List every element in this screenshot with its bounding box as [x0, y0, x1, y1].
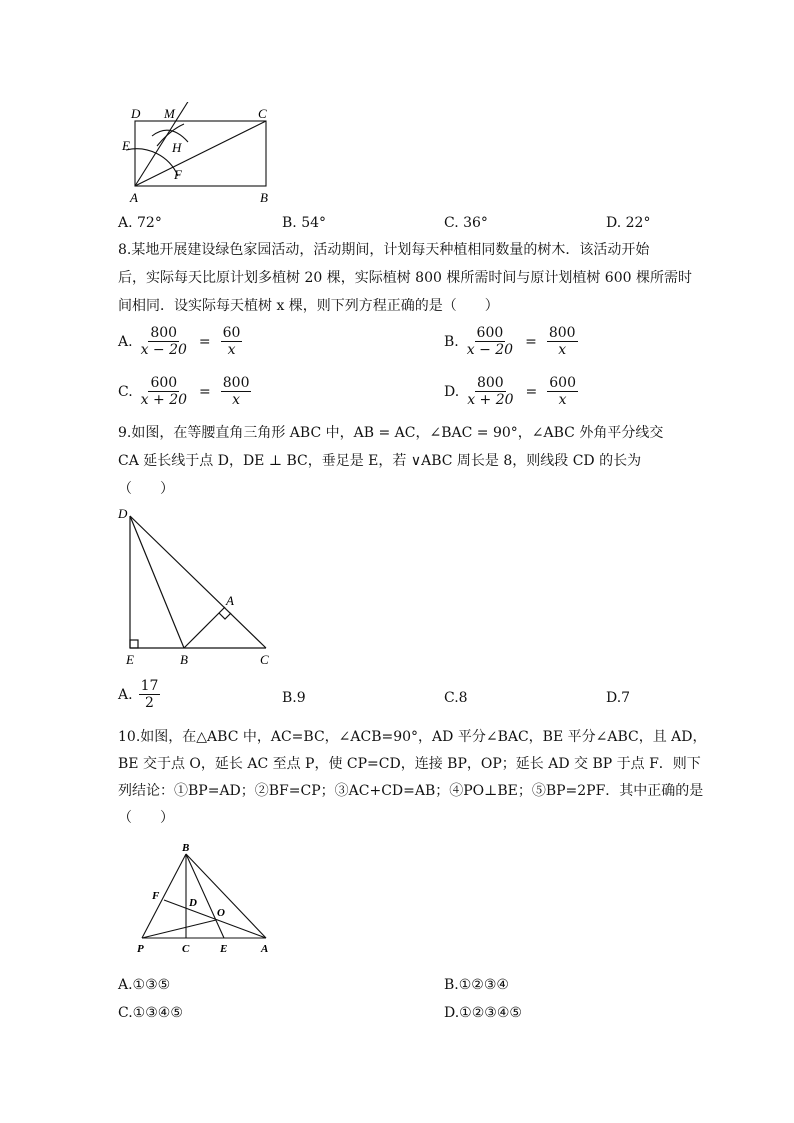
fraction [221, 325, 243, 358]
q7-option-a: A. 72° [118, 215, 162, 231]
q7-figure [112, 102, 282, 206]
denominator: x [232, 392, 241, 408]
denominator: x − 20 [140, 342, 187, 358]
label-E: E [122, 138, 130, 153]
q10-figure [132, 838, 278, 960]
label-A: A [130, 190, 138, 205]
label-O: O [217, 907, 225, 919]
fraction [139, 325, 189, 358]
label-E: E [220, 943, 228, 955]
label-P: P [137, 943, 144, 955]
q10-option-a: A.①③⑤ [118, 977, 171, 993]
fraction [139, 678, 161, 711]
q9-option-d: D.7 [606, 690, 631, 706]
q8-option-d: D. $\frac{800}{x + 20}$ = $\frac{600}{x}$ [444, 375, 576, 408]
label-A: A [261, 943, 269, 955]
label-F: F [174, 167, 182, 182]
label-C: C [258, 106, 267, 121]
fraction [221, 375, 252, 408]
label-B: B [182, 842, 190, 854]
q7-option-d: D. 22° [606, 215, 651, 231]
q10-option-d: D.①②③④⑤ [444, 1005, 522, 1021]
numerator: 800 [476, 375, 504, 391]
q9-option-a [118, 678, 160, 711]
numerator: 600 [150, 375, 178, 391]
label-D: D [131, 106, 141, 121]
label-E: E [126, 652, 134, 667]
q9-figure [112, 502, 282, 670]
denominator: x [558, 342, 567, 358]
q9-line-2: CA 延长线于点 D，DE ⊥ BC，垂足是 E，若 ∨ABC 周长是 8，则线段 CD 的长为 [118, 453, 642, 469]
label-A: A [226, 593, 234, 608]
q8-option-letter: B. [444, 333, 459, 350]
denominator: x − 20 [466, 342, 514, 358]
q9-option-b: B.9 [282, 690, 306, 706]
label-M: M [164, 106, 175, 121]
q10-line-2: BE 交于点 O，延长 AC 至点 P，使 CP=CD，连接 BP，OP；延长 AD 交 BP 于点 F．则下 [118, 756, 701, 772]
fraction [465, 325, 515, 358]
q10-option-b: B.①②③④ [444, 977, 509, 993]
denominator: x + 20 [467, 392, 514, 408]
q9-option-letter: A. [118, 686, 133, 703]
numerator: 800 [222, 375, 250, 391]
q8-option-letter: D. [444, 383, 460, 400]
fraction [465, 375, 515, 408]
label-C: C [260, 652, 269, 667]
numerator: 600 [549, 375, 576, 391]
q8-option-a: A. $\frac{800}{x - 20}$ = $\frac{60}{x}$ [118, 325, 241, 358]
numerator: 800 [150, 325, 178, 341]
q9-line-3: （ ） [118, 481, 174, 497]
fraction [547, 375, 578, 408]
q10-line-3: 列结论：①BP=AD；②BF=CP；③AC+CD=AB；④PO⊥BE；⑤BP=2PF．其中正确的是 [118, 783, 704, 799]
fraction [139, 375, 189, 408]
q8-option-letter: A. [118, 333, 133, 350]
q8-line-1: 8.某地开展建设绿色家园活动，活动期间，计划每天种植相同数量的树木．该活动开始 [118, 242, 650, 258]
q8-option-letter: C. [118, 383, 133, 400]
q9-option-c: C.8 [444, 690, 468, 706]
q8-line-3: 间相同．设实际每天植树 x 棵，则下列方程正确的是（ ） [118, 298, 499, 314]
numerator: 17 [140, 678, 159, 694]
q10-line-1: 10.如图，在△ABC 中，AC=BC，∠ACB=90°，AD 平分∠BAC，BE 平分∠ABC，且 AD， [118, 729, 707, 745]
label-B: B [180, 652, 188, 667]
denominator: x [227, 342, 236, 358]
label-D: D [118, 506, 128, 521]
q7-option-b: B. 54° [282, 215, 327, 231]
q9-line-1: 9.如图，在等腰直角三角形 ABC 中，AB = AC，∠BAC = 90°，∠ABC 外角平分线交 [118, 425, 664, 441]
numerator: 60 [222, 325, 241, 341]
q8-option-c: C. $\frac{600}{x + 20}$ = $\frac{800}{x}$ [118, 375, 250, 408]
fraction [547, 325, 578, 358]
label-B: B [260, 190, 268, 205]
numerator: 800 [548, 325, 576, 341]
denominator: x [558, 392, 567, 408]
q8-option-b: B. $\frac{600}{x - 20}$ = $\frac{800}{x}$ [444, 325, 576, 358]
q8-line-2: 后，实际每天比原计划多植树 20 棵，实际植树 800 棵所需时间与原计划植树 600 棵所需时 [118, 270, 692, 286]
q10-line-4: （ ） [118, 810, 174, 826]
label-H: H [172, 140, 182, 155]
denominator: 2 [145, 695, 154, 711]
label-C: C [182, 943, 190, 955]
q7-option-c: C. 36° [444, 215, 488, 231]
q10-option-c: C.①③④⑤ [118, 1005, 183, 1021]
denominator: x + 20 [140, 392, 188, 408]
numerator: 600 [476, 325, 504, 341]
label-D: D [189, 897, 197, 909]
label-F: F [152, 890, 160, 902]
